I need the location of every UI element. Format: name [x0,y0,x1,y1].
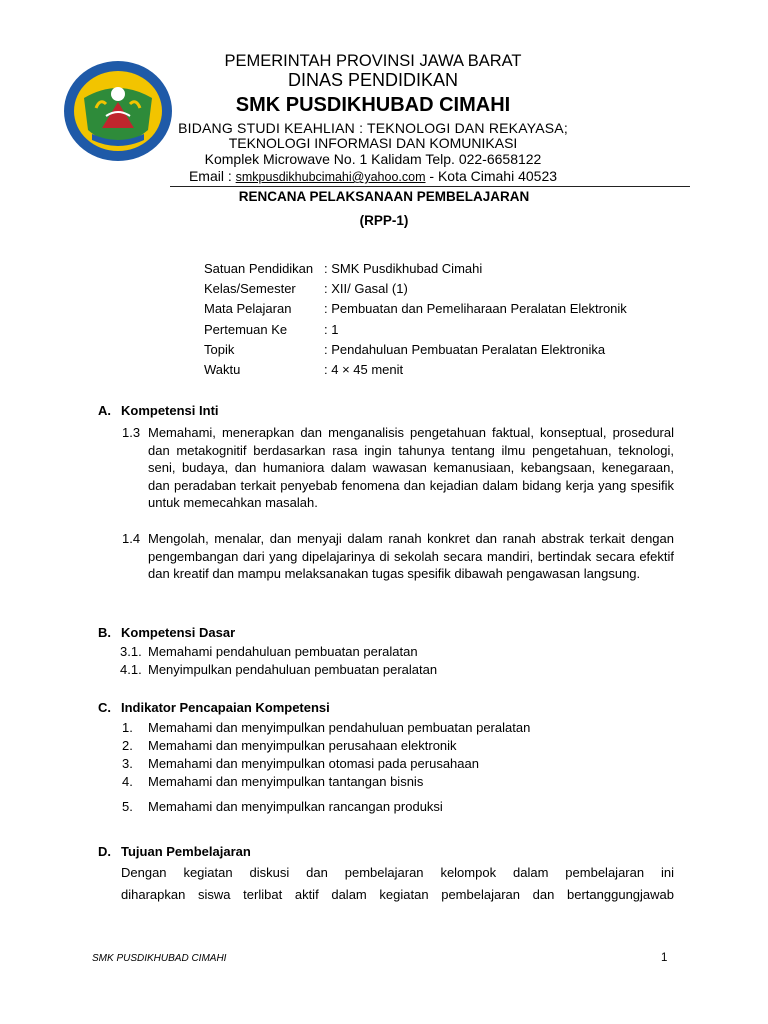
info-value: : Pembuatan dan Pemeliharaan Peralatan Elektronik [324,301,627,316]
email-suffix: - Kota Cimahi 40523 [425,168,558,184]
document-title: RENCANA PELAKSANAAN PEMBELAJARAN [238,189,530,204]
info-value: : 4 × 45 menit [324,362,404,377]
letterhead-program: TEKNOLOGI INFORMASI DAN KOMUNIKASI [228,135,518,151]
section-heading-c [98,700,330,715]
footer-school-name: SMK PUSDIKHUBAD CIMAHI [92,953,227,964]
west-java-emblem-icon [62,58,174,164]
email-prefix: Email : [188,168,236,184]
section-title: Kompetensi Dasar [121,625,236,640]
letterhead-contact [168,168,578,184]
paragraph-line: diharapkan siswa terlibat aktif dalam kegiatan pembelajaran dan bertanggungjawab [121,887,674,902]
item-number: 4.1. [120,662,142,677]
letterhead-field: BIDANG STUDI KEAHLIAN : TEKNOLOGI DAN REKAYASA; [178,120,568,136]
item-number: 2. [122,738,133,753]
info-value: : 1 [324,322,339,337]
section-letter: D. [98,844,111,859]
section-title: Indikator Pencapaian Kompetensi [121,700,330,715]
item-text: Memahami pendahuluan pembuatan peralatan [148,644,418,659]
section-heading-b [98,625,235,640]
item-number: 1.4 [122,531,141,546]
item-number: 1.3 [122,425,141,440]
section-letter: B. [98,625,111,640]
item-text: Memahami dan menyimpulkan rancangan produksi [148,799,443,814]
info-label: Mata Pelajaran [204,301,292,316]
item-text: Memahami dan menyimpulkan perusahaan elektronik [148,738,457,753]
item-text: Mengolah, menalar, dan menyaji dalam ranah konkret dan ranah abstrak terkait dengan pengembangan dari yang dipelajarinya di sekolah secara mandiri, bertindak secara efektif dan kreatif dan mampu melaksanakan tugas spesifik dibawah pengawasan langsung. [148,531,674,581]
item-text: Memahami dan menyimpulkan otomasi pada perusahaan [148,756,479,771]
item-number: 1. [122,720,133,735]
item-number: 4. [122,774,133,789]
item-number: 3. [122,756,133,771]
item-number: 5. [122,799,133,814]
section-title: Kompetensi Inti [121,403,219,418]
info-label: Waktu [204,362,241,377]
info-value: : XII/ Gasal (1) [324,281,408,296]
document-subtitle: (RPP-1) [359,213,409,228]
item-text: Memahami, menerapkan dan menganalisis pengetahuan faktual, konseptual, prosedural dan metakognitif berdasarkan rasa ingin tahunya tentang ilmu pengetahuan, teknologi, seni, budaya, dan humaniora dalam wawasan kemanusiaan, kebangsaan, kenegaraan, dan peradaban terkait penyebab fenomena dan kejadian dalam bidang kerja yang spesifik untuk memecahkan masalah. [148,425,674,510]
letterhead-school: SMK PUSDIKHUBAD CIMAHI [235,94,511,116]
item-text: Menyimpulkan pendahuluan pembuatan peralatan [148,662,438,677]
section-letter: C. [98,700,111,715]
letterhead-address: Komplek Microwave No. 1 Kalidam Telp. 022-6658122 [204,151,542,167]
item-number: 3.1. [120,644,142,659]
section-heading-a [98,403,219,418]
section-letter: A. [98,403,111,418]
section-heading-d [98,844,251,859]
section-title: Tujuan Pembelajaran [121,844,251,859]
email-link[interactable]: smkpusdikhubcimahi@yahoo.com [235,170,426,184]
info-value: : SMK Pusdikhubad Cimahi [324,261,483,276]
letterhead-divider [170,186,690,187]
letterhead-government: PEMERINTAH PROVINSI JAWA BARAT [224,52,522,70]
page-number: 1 [661,952,668,964]
paragraph-line: Dengan kegiatan diskusi dan pembelajaran kelompok dalam pembelajaran ini [121,865,674,880]
info-label: Topik [204,342,235,357]
info-value: : Pendahuluan Pembuatan Peralatan Elektronika [324,342,606,357]
info-label: Satuan Pendidikan [204,261,314,276]
item-text: Memahami dan menyimpulkan pendahuluan pembuatan peralatan [148,720,531,735]
item-text: Memahami dan menyimpulkan tantangan bisnis [148,774,424,789]
letterhead-agency: DINAS PENDIDIKAN [287,70,459,90]
info-label: Kelas/Semester [204,281,296,296]
info-label: Pertemuan Ke [204,322,288,337]
